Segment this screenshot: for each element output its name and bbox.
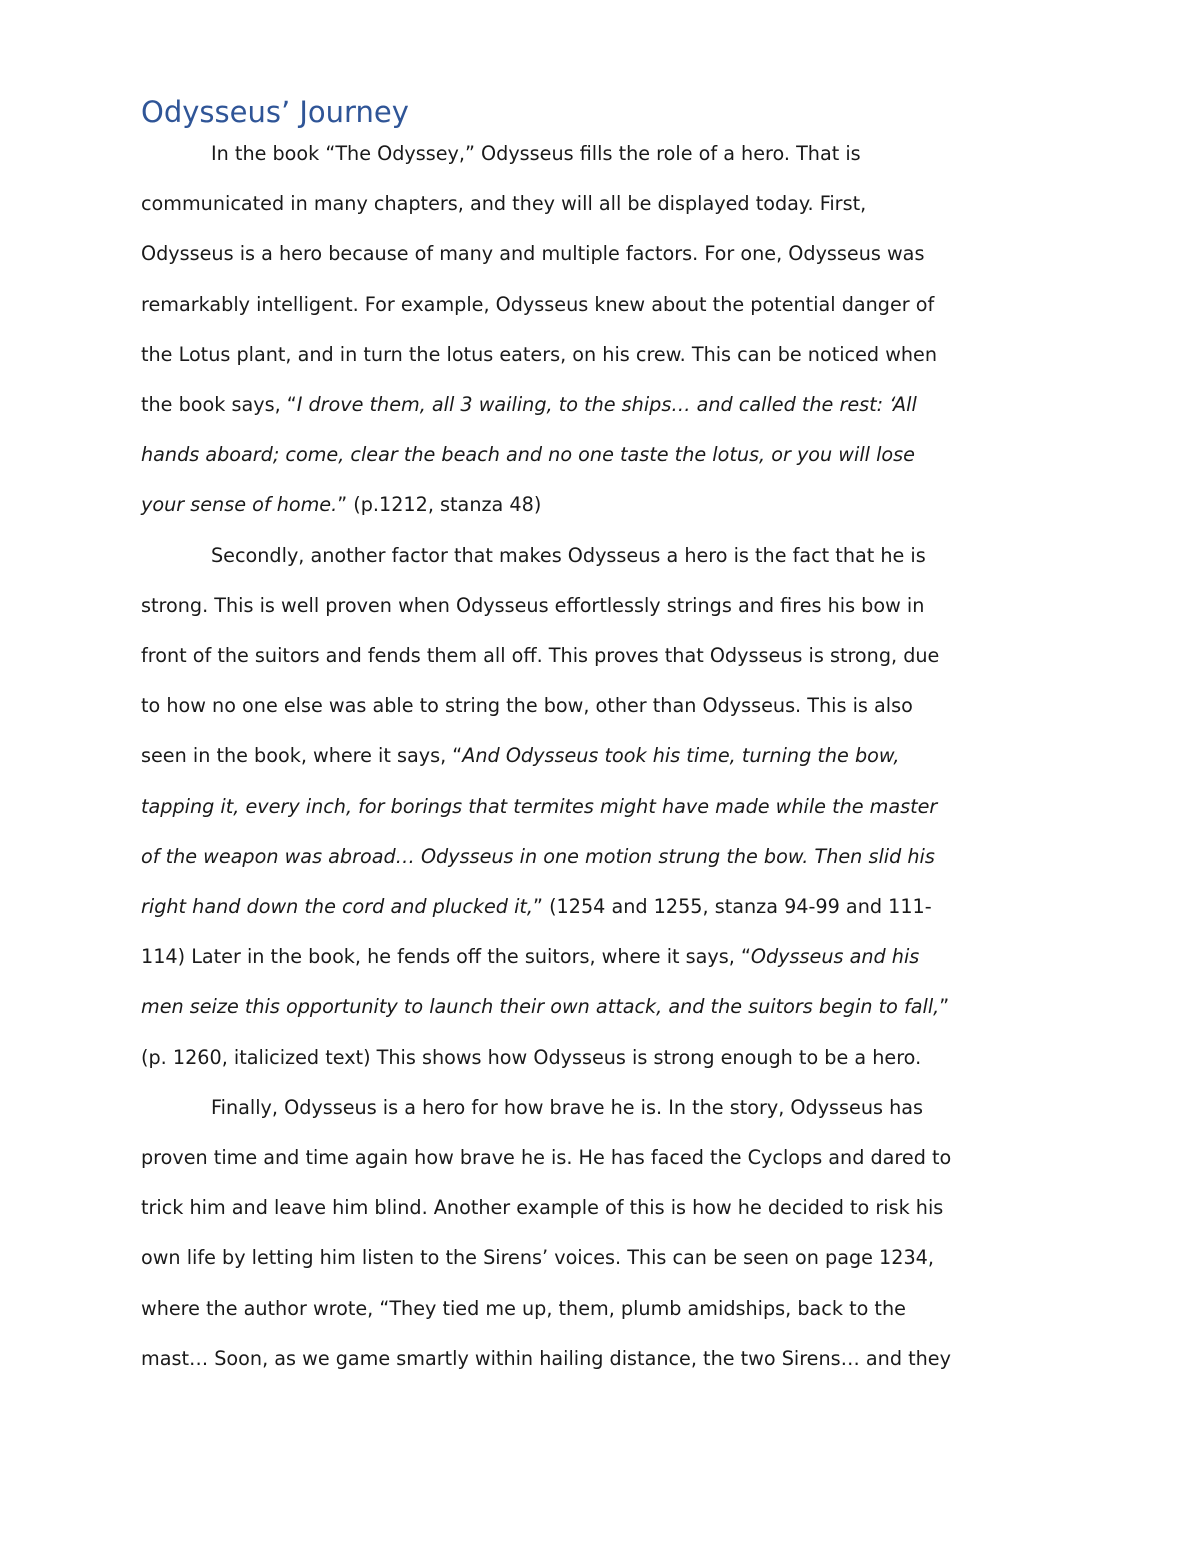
body-line bbox=[141, 742, 899, 770]
body-line bbox=[141, 943, 919, 971]
quoted-text: And Odysseus took his time, turning the bow, bbox=[462, 744, 900, 768]
quoted-text: right hand down the cord and plucked it, bbox=[141, 895, 534, 918]
body-line bbox=[211, 542, 926, 570]
quoted-text: of the weapon was abroad… Odysseus in one motion strung the bow. Then slid his bbox=[141, 844, 935, 868]
body-text: remarkably intelligent. For example, Odysseus knew about the potential danger of bbox=[141, 292, 935, 316]
body-text: seen in the book, where it says, “ bbox=[141, 744, 463, 768]
body-line bbox=[141, 341, 937, 369]
body-line bbox=[141, 1044, 921, 1072]
body-text: (p. 1260, italicized text) This shows how Odysseus is strong enough to be a hero. bbox=[141, 1045, 922, 1069]
quoted-text: tapping it, every inch, for borings that termites might have made while the master bbox=[141, 794, 938, 818]
body-text: to how no one else was able to string the bow, other than Odysseus. This is also bbox=[141, 694, 913, 718]
body-line bbox=[141, 240, 924, 268]
body-line bbox=[141, 893, 932, 921]
body-text: own life by letting him listen to the Sirens’ voices. This can be seen on page 1234, bbox=[141, 1246, 934, 1270]
body-text: Finally, Odysseus is a hero for how brave he is. In the story, Odysseus has bbox=[211, 1095, 924, 1119]
body-line bbox=[211, 140, 861, 168]
body-line bbox=[141, 1194, 943, 1222]
body-text: the Lotus plant, and in turn the lotus eaters, on his crew. This can be noticed when bbox=[141, 342, 938, 366]
body-line bbox=[141, 291, 934, 319]
body-line bbox=[141, 592, 924, 620]
body-text: strong. This is well proven when Odysseus effortlessly strings and fires his bow in bbox=[141, 593, 925, 617]
body-text: In the book “The Odyssey,” Odysseus fills the role of a hero. That is bbox=[211, 142, 861, 165]
body-line bbox=[141, 993, 949, 1021]
body-text: Secondly, another factor that makes Odysseus a hero is the fact that he is bbox=[211, 543, 926, 567]
body-text: 114) Later in the book, he fends off the suitors, where it says, “ bbox=[141, 945, 751, 969]
body-text: ” (p.1212, stanza 48) bbox=[337, 493, 542, 517]
body-line bbox=[141, 843, 935, 871]
body-text: the book says, “ bbox=[141, 393, 297, 416]
body-line bbox=[141, 190, 866, 218]
body-line bbox=[141, 692, 913, 720]
body-text: Odysseus is a hero because of many and multiple factors. For one, Odysseus was bbox=[141, 242, 925, 266]
quoted-text: hands aboard; come, clear the beach and no one taste the lotus, or you will lose bbox=[141, 443, 915, 467]
body-text: front of the suitors and fends them all off. This proves that Odysseus is strong, due bbox=[141, 644, 940, 667]
body-line bbox=[141, 391, 917, 419]
quoted-text: your sense of home. bbox=[141, 493, 338, 517]
body-text: mast… Soon, as we game smartly within hailing distance, the two Sirens… and they bbox=[141, 1346, 951, 1370]
body-line bbox=[141, 1345, 951, 1373]
body-line bbox=[141, 441, 915, 469]
body-text: where the author wrote, “They tied me up, them, plumb amidships, back to the bbox=[141, 1296, 906, 1320]
body-line bbox=[211, 1094, 923, 1122]
body-line bbox=[141, 793, 937, 821]
quoted-text: Odysseus and his bbox=[750, 945, 920, 969]
body-line bbox=[141, 1295, 906, 1323]
body-line bbox=[141, 491, 541, 519]
body-line bbox=[141, 1144, 951, 1172]
document-title: Odysseus’ Journey bbox=[141, 95, 409, 129]
quoted-text: I drove them, all 3 wailing, to the ships… and called the rest: ‘All bbox=[296, 393, 917, 416]
body-text: ” bbox=[939, 995, 950, 1019]
quoted-text: men seize this opportunity to launch their own attack, and the suitors begin to fall, bbox=[141, 995, 940, 1019]
body-line bbox=[141, 1244, 934, 1272]
body-text: communicated in many chapters, and they will all be displayed today. First, bbox=[141, 192, 867, 216]
body-text: proven time and time again how brave he is. He has faced the Cyclops and dared to bbox=[141, 1146, 952, 1169]
body-line bbox=[141, 642, 939, 670]
body-text: ” (1254 and 1255, stanza 94-99 and 111- bbox=[533, 895, 932, 918]
body-text: trick him and leave him blind. Another example of this is how he decided to risk his bbox=[141, 1196, 944, 1220]
